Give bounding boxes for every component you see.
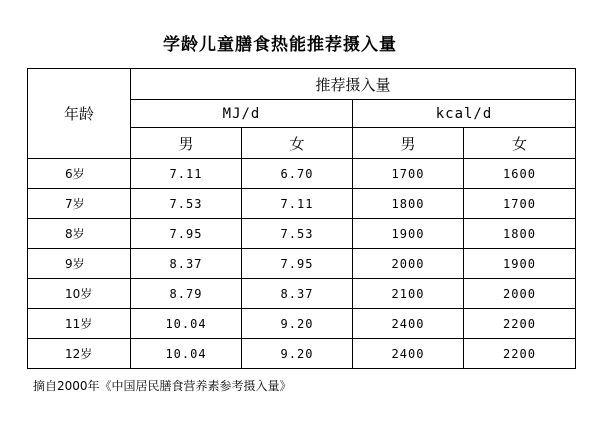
source-note: 摘自2000年《中国居民膳食营养素参考摄入量》	[33, 379, 292, 393]
female-mj-cell: 6.70	[242, 159, 353, 189]
male-mj-cell: 8.37	[131, 249, 242, 279]
unit-header-mj: MJ/d	[131, 100, 353, 128]
male-mj-cell: 8.79	[131, 279, 242, 309]
male-kcal-cell: 1800	[353, 189, 464, 219]
male-kcal-cell: 1700	[353, 159, 464, 189]
female-mj-cell: 7.53	[242, 219, 353, 249]
sex-header-male-kcal: 男	[353, 128, 464, 159]
age-cell: 9岁	[28, 249, 131, 279]
male-kcal-cell: 2400	[353, 309, 464, 339]
table-row	[28, 159, 576, 189]
male-kcal-cell: 2100	[353, 279, 464, 309]
female-mj-cell: 7.95	[242, 249, 353, 279]
female-mj-cell: 8.37	[242, 279, 353, 309]
recommended-intake-header: 推荐摄入量	[131, 69, 576, 100]
age-cell: 11岁	[28, 309, 131, 339]
energy-intake-table	[27, 68, 576, 369]
age-cell: 8岁	[28, 219, 131, 249]
female-mj-cell: 7.11	[242, 189, 353, 219]
female-kcal-cell: 1900	[464, 249, 576, 279]
female-mj-cell: 9.20	[242, 339, 353, 369]
male-mj-cell: 7.95	[131, 219, 242, 249]
female-kcal-cell: 2200	[464, 339, 576, 369]
age-cell: 12岁	[28, 339, 131, 369]
age-cell: 6岁	[28, 159, 131, 189]
age-cell: 7岁	[28, 189, 131, 219]
female-kcal-cell: 1600	[464, 159, 576, 189]
age-header: 年龄	[28, 69, 131, 159]
sex-header-female-kcal: 女	[464, 128, 576, 159]
female-mj-cell: 9.20	[242, 309, 353, 339]
table-row	[28, 339, 576, 369]
unit-header-kcal: kcal/d	[353, 100, 576, 128]
female-kcal-cell: 1700	[464, 189, 576, 219]
male-mj-cell: 10.04	[131, 339, 242, 369]
sex-header-female-mj: 女	[242, 128, 353, 159]
age-cell: 10岁	[28, 279, 131, 309]
table-row	[28, 219, 576, 249]
sex-header-male-mj: 男	[131, 128, 242, 159]
male-mj-cell: 7.53	[131, 189, 242, 219]
page-title: 学龄儿童膳食热能推荐摄入量	[163, 35, 397, 55]
female-kcal-cell: 1800	[464, 219, 576, 249]
table-row	[28, 189, 576, 219]
male-mj-cell: 7.11	[131, 159, 242, 189]
male-kcal-cell: 2000	[353, 249, 464, 279]
table-row	[28, 309, 576, 339]
table-row	[28, 279, 576, 309]
female-kcal-cell: 2200	[464, 309, 576, 339]
female-kcal-cell: 2000	[464, 279, 576, 309]
male-kcal-cell: 1900	[353, 219, 464, 249]
male-kcal-cell: 2400	[353, 339, 464, 369]
male-mj-cell: 10.04	[131, 309, 242, 339]
table-row	[28, 249, 576, 279]
